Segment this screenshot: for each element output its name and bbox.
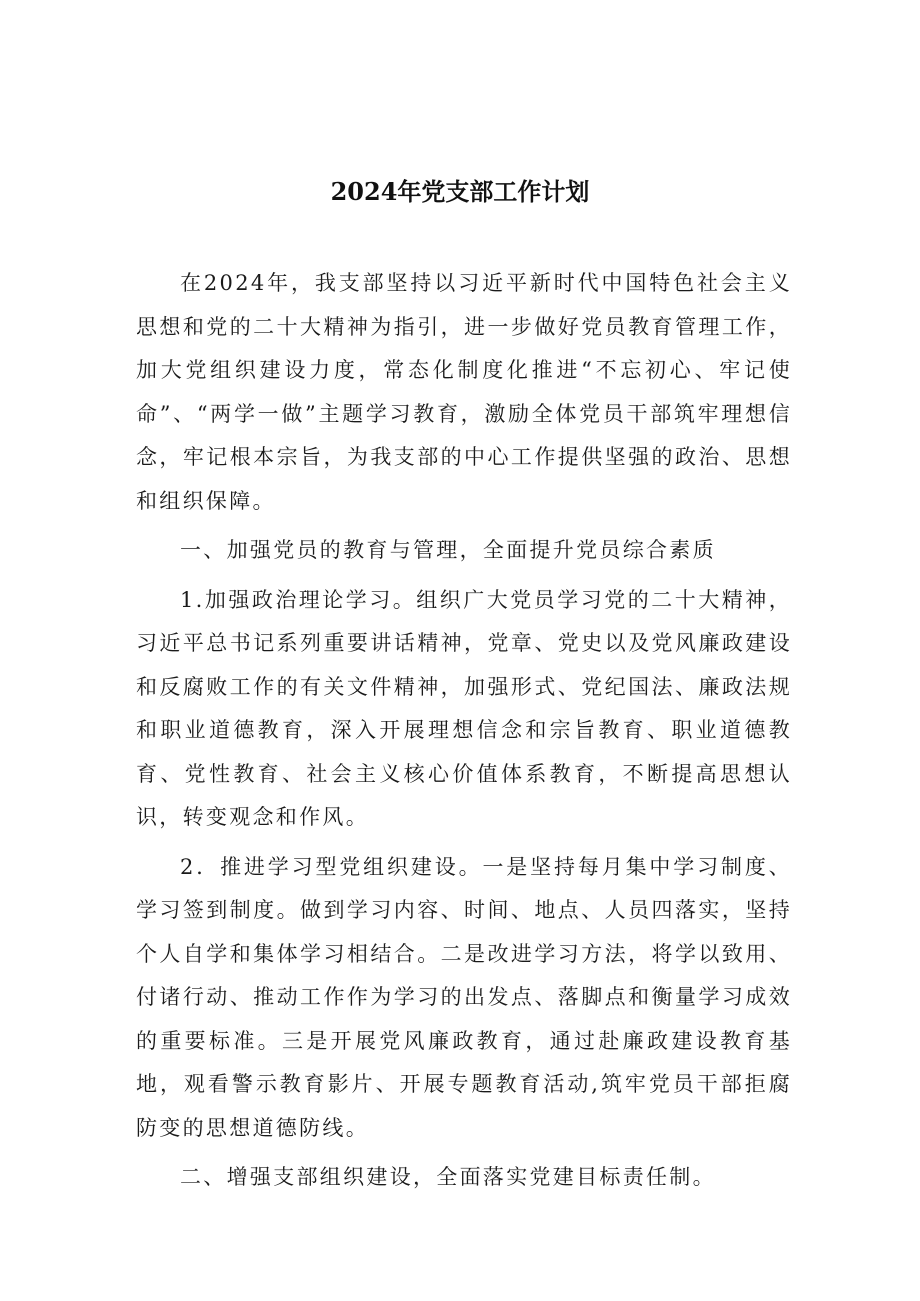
item-paragraph-1: 1.加强政治理论学习。组织广大党员学习党的二十大精神，习近平总书记系列重要讲话精神，党章、党史以及党风廉政建设和反腐败工作的有关文件精神，加强形式、党纪国法、廉政法规和职业道德教育，深入开展理想信念和宗旨教育、职业道德教育、党性教育、社会主义核心价值体系教育，不断提高思想认识，转变观念和作风。 bbox=[136, 587, 792, 829]
section-heading-2: 二、增强支部组织建设，全面落实党建目标责任制。 bbox=[180, 1165, 716, 1189]
document-body bbox=[136, 262, 792, 1200]
section-heading-1: 一、加强党员的教育与管理，全面提升党员综合素质 bbox=[180, 538, 716, 562]
item-paragraph-2: 2．推进学习型党组织建设。一是坚持每月集中学习制度、学习签到制度。做到学习内容、时间、地点、人员四落实，坚持个人自学和集体学习相结合。二是改进学习方法，将学以致用、付诸行动、推动工作作为学习的出发点、落脚点和衡量学习成效的重要标准。三是开展党风廉政教育，通过赴廉政建设教育基地，观看警示教育影片、开展专题教育活动,筑牢党员干部拒腐防变的思想道德防线。 bbox=[136, 854, 792, 1140]
document-title: 2024年党支部工作计划 bbox=[330, 177, 590, 206]
intro-paragraph: 在2024年，我支部坚持以习近平新时代中国特色社会主义思想和党的二十大精神为指引，进一步做好党员教育管理工作，加大党组织建设力度，常态化制度化推进“不忘初心、牢记使命”、“两学一做”主题学习教育，激励全体党员干部筑牢理想信念，牢记根本宗旨，为我支部的中心工作提供坚强的政治、思想和组织保障。 bbox=[136, 271, 792, 513]
